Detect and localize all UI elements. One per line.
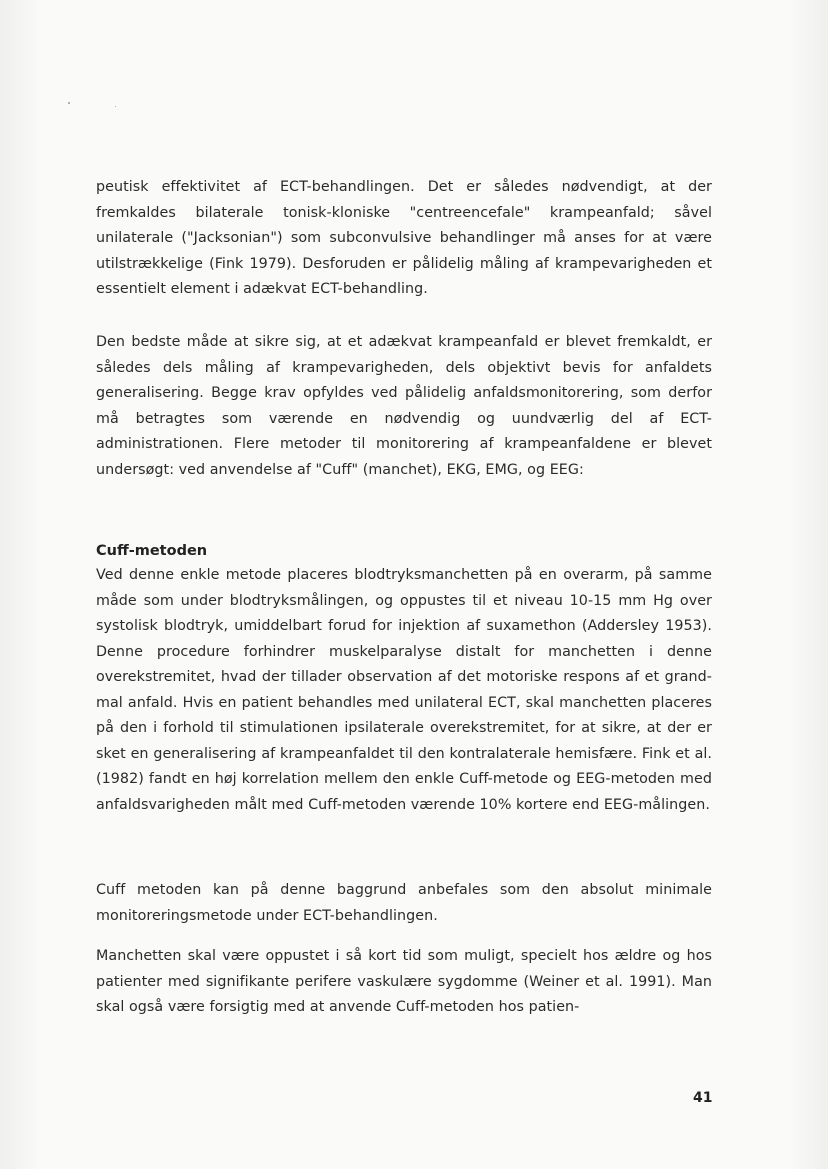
body-paragraph: Manchetten skal være oppustet i så kort tid som muligt, specielt hos ældre og hos patienter med signifikante perifere vaskulære sygdomme (Weiner et al. 1991). Man skal også være forsigtig med at anvende Cuff-metoden hos patien- [96,948,712,1015]
body-paragraph: Cuff metoden kan på denne baggrund anbefales som den absolut minimale monitoreringsmetode under ECT-behandlingen. [96,882,712,924]
scan-speck [115,106,116,107]
page-number: 41 [693,1090,713,1106]
scan-speck [68,102,70,104]
body-paragraph: Den bedste måde at sikre sig, at et adækvat krampeanfald er blevet fremkaldt, er således dels måling af krampevarigheden, dels objektivt bevis for anfaldets generalisering. Begge krav opfyldes ved pålidelig anfaldsmonitorering, som derfor må betragtes som værende en nødvendig og uundværlig del af ECT-administrationen. Flere metoder til monitorering af krampeanfaldene er blevet undersøgt: ved anvendelse af "Cuff" (manchet), EKG, EMG, og EEG: [96,334,712,478]
body-paragraph: peutisk effektivitet af ECT-behandlingen. Det er således nødvendigt, at der fremkaldes bilaterale tonisk-kloniske "centreencefale" krampeanfald; såvel unilaterale ("Jacksonian") som subconvulsive behandlinger må anses for at være utilstrækkelige (Fink 1979). Desforuden er pålidelig måling af krampevarigheden et essentielt element i adækvat ECT-behandling. [96,179,712,297]
section-heading: Cuff-metoden [96,543,208,559]
body-paragraph: Ved denne enkle metode placeres blodtryksmanchetten på en overarm, på samme måde som under blodtryksmålingen, og oppustes til et niveau 10-15 mm Hg over systolisk blodtryk, umiddelbart forud for injektion af suxamethon (Addersley 1953). Denne procedure forhindrer muskelparalyse distalt for manchetten i denne overekstremitet, hvad der tillader observation af det motoriske respons af et grand-mal anfald. Hvis en patient behandles med unilateral ECT, skal manchetten placeres på den i forhold til stimulationen ipsilaterale overekstremitet, for at sikre, at der er sket en generalisering af krampeanfaldet til den kontralaterale hemisfære. Fink et al. (1982) fandt en høj korrelation mellem den enkle Cuff-metode og EEG-metoden med anfaldsvarigheden målt med Cuff-metoden værende 10% kortere end EEG-målingen. [96,567,712,813]
